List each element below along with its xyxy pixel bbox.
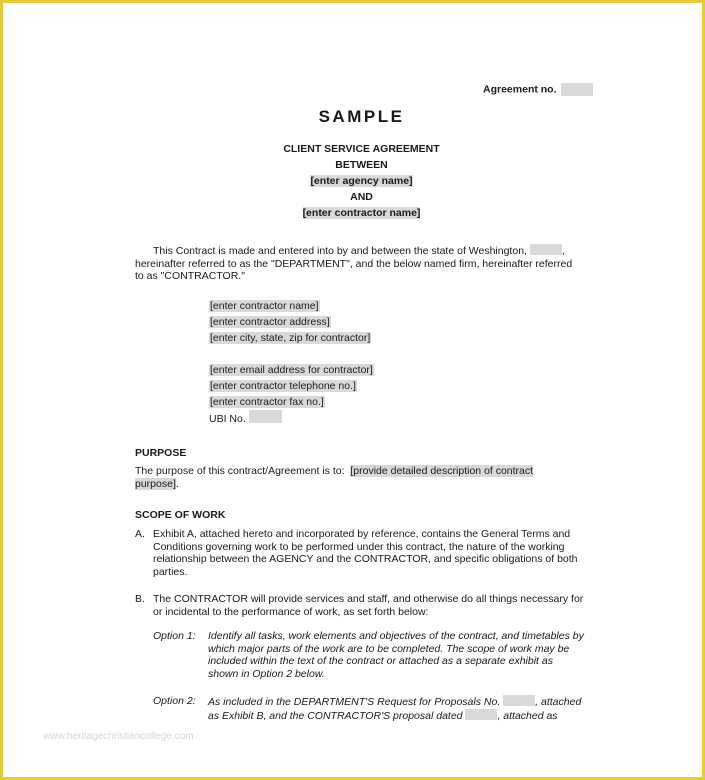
heading-line-contractor — [3, 207, 705, 219]
scope-item-b-letter: B. — [135, 593, 145, 605]
proposal-date-field[interactable] — [465, 709, 497, 720]
agreement-number-label: Agreement no. — [483, 83, 557, 96]
contractor-email-field[interactable]: [enter email address for contractor] — [210, 364, 373, 376]
contractor-address-field[interactable]: [enter contractor address] — [210, 316, 330, 328]
scope-item-a-letter: A. — [135, 528, 145, 540]
scope-item-b-text: The CONTRACTOR will provide services and staff, and otherwise do all things necessary for or incidental to the performance of work, as set forth below: — [153, 593, 584, 618]
option-2 — [153, 695, 585, 722]
agency-name-placeholder[interactable]: [enter agency name] — [310, 175, 413, 187]
heading-line-agreement: CLIENT SERVICE AGREEMENT — [283, 143, 440, 155]
scope-item-a — [135, 528, 585, 578]
agreement-number-field[interactable] — [561, 83, 593, 96]
heading-line-between: BETWEEN — [335, 159, 388, 171]
intro-line-1: This Contract is made and entered into by and between the state of Weshington, , — [153, 245, 565, 257]
option-2-label: Option 2: — [153, 695, 196, 707]
intro-paragraph — [135, 244, 585, 283]
purpose-placeholder[interactable]: [provide detailed description of contract — [350, 465, 534, 477]
agreement-number — [483, 83, 593, 96]
purpose-heading: PURPOSE — [135, 447, 187, 459]
scope-item-a-text: Exhibit A, attached hereto and incorporated by reference, contains the General Terms and Conditions governing work to be performed under this contract, the nature of the working relationship between the AGENCY and the CONTRACTOR, and specific obligations of both parties. — [153, 528, 578, 578]
contractor-fax-field[interactable]: [enter contractor fax no.] — [210, 396, 324, 408]
purpose-line-2: purpose]. — [135, 477, 179, 490]
contractor-city-field[interactable]: [enter city, state, zip for contractor] — [210, 332, 371, 344]
contractor-phone-field[interactable]: [enter contractor telephone no.] — [210, 380, 356, 392]
option-1 — [153, 630, 585, 680]
option-1-label: Option 1: — [153, 630, 196, 642]
scope-heading: SCOPE OF WORK — [135, 509, 226, 521]
purpose-line-1: The purpose of this contract/Agreement is to: [provide detailed description of contract — [135, 465, 534, 477]
ubi-number-field[interactable] — [249, 410, 282, 423]
watermark: www.heritagechristiancollege.com — [43, 731, 194, 742]
option-2-text: As included in the DEPARTMENT'S Request for Proposals No. , attached as Exhibit B, and the CONTRACTOR'S proposal dated , attached as — [208, 696, 582, 722]
heading-line-and: AND — [350, 191, 373, 203]
document-title: SAMPLE — [318, 107, 405, 126]
option-1-text: Identify all tasks, work elements and objectives of the contract, and timetables by which major parts of the work are to be completed. The scope of work may be included within the text of the contract or attached as a separate exhibit as shown in Option 2 below. — [208, 630, 584, 680]
heading-line-agency — [3, 175, 705, 187]
contractor-name-placeholder[interactable]: [enter contractor name] — [302, 207, 421, 219]
contractor-name-field[interactable]: [enter contractor name] — [210, 300, 319, 312]
scope-item-b — [135, 593, 585, 618]
intro-line-3: to as "CONTRACTOR." — [135, 270, 245, 282]
intro-line-2: hereinafter referred to as the "DEPARTMENT", and the below named firm, hereinafter referred — [135, 257, 573, 270]
date-field[interactable] — [530, 244, 562, 255]
purpose-text — [135, 465, 555, 490]
ubi-number-row: UBI No. — [209, 410, 282, 427]
rfp-number-field[interactable] — [503, 695, 535, 706]
